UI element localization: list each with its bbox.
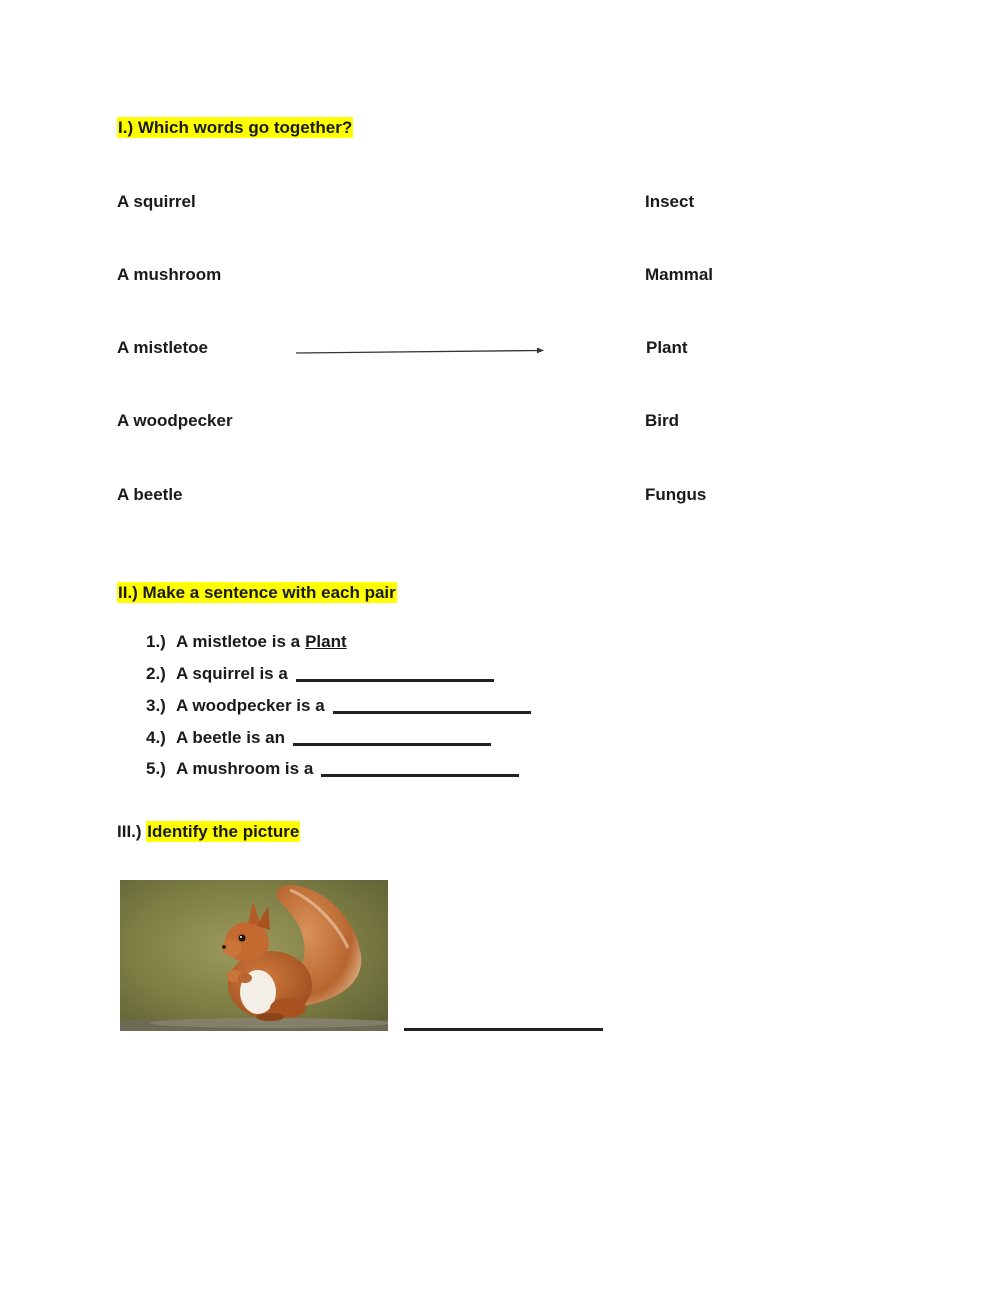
sentence-number: 1.)	[146, 632, 166, 651]
sentence-3	[146, 695, 531, 717]
squirrel-icon	[120, 880, 388, 1031]
sentence-text: A squirrel is a	[176, 664, 288, 683]
right-word-insect: Insect	[645, 192, 695, 211]
sentence-text: A beetle is an	[176, 728, 285, 747]
sentence-number: 4.)	[146, 728, 166, 747]
sentence-answer: Plant	[305, 632, 347, 651]
sentence-number: 3.)	[146, 696, 166, 715]
squirrel-photo	[120, 880, 388, 1031]
section3-prefix: III.)	[117, 822, 142, 841]
right-word-mammal: Mammal	[645, 265, 714, 284]
left-word-mistletoe: A mistletoe	[117, 338, 209, 357]
sentence-text: A mistletoe is a	[176, 632, 301, 651]
answer-blank[interactable]	[321, 774, 519, 777]
answer-blank[interactable]	[296, 679, 494, 682]
picture-answer-line[interactable]	[404, 1028, 603, 1031]
left-word-squirrel: A squirrel	[117, 192, 196, 211]
arrow-right-icon	[290, 344, 550, 358]
section3-heading	[117, 821, 300, 843]
sentence-text: A mushroom is a	[176, 759, 314, 778]
right-word-plant: Plant	[646, 338, 688, 357]
right-word-fungus: Fungus	[645, 485, 707, 504]
sentence-5	[146, 758, 519, 780]
sentence-1	[146, 631, 347, 653]
sentence-number: 5.)	[146, 759, 166, 778]
sentence-number: 2.)	[146, 664, 166, 683]
sentence-2	[146, 663, 494, 685]
left-word-woodpecker: A woodpecker	[117, 411, 233, 430]
answer-blank[interactable]	[293, 743, 491, 746]
answer-blank[interactable]	[333, 711, 531, 714]
section3-title: Identify the picture	[147, 822, 300, 841]
sentence-4	[146, 727, 491, 749]
left-word-mushroom: A mushroom	[117, 265, 222, 284]
left-word-beetle: A beetle	[117, 485, 183, 504]
section2-heading: II.) Make a sentence with each pair	[118, 583, 396, 602]
sentence-text: A woodpecker is a	[176, 696, 325, 715]
section1-heading: I.) Which words go together?	[118, 118, 353, 137]
right-word-bird: Bird	[645, 411, 679, 430]
